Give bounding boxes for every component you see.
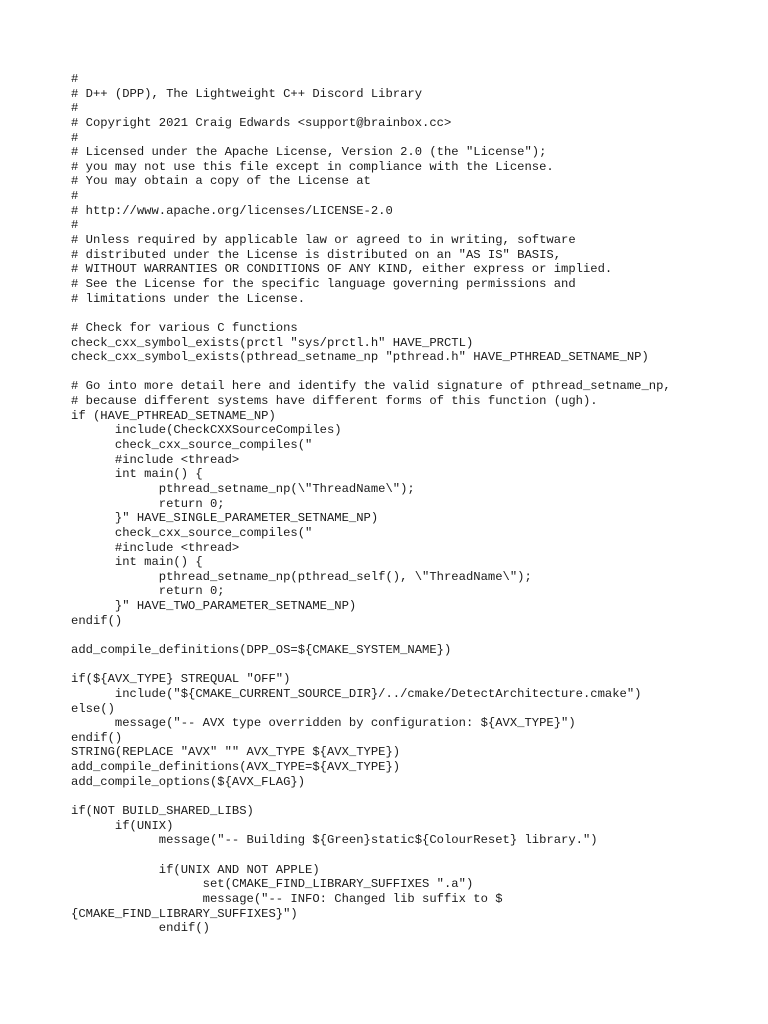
code-line [71,306,768,321]
code-line: {CMAKE_FIND_LIBRARY_SUFFIXES}") [71,906,298,921]
code-line: endif() [71,730,123,745]
code-document [71,72,768,936]
code-line: if(UNIX AND NOT APPLE) [71,862,320,877]
code-line: check_cxx_symbol_exists(prctl "sys/prctl.h" HAVE_PRCTL) [71,335,474,350]
code-line: pthread_setname_np(\"ThreadName\"); [71,481,415,496]
code-line: # because different systems have different forms of this function (ugh). [71,394,598,409]
code-line: #include <thread> [71,452,240,467]
code-line [71,365,768,380]
code-line: pthread_setname_np(pthread_self(), \"ThreadName\"); [71,569,532,584]
code-line: if(NOT BUILD_SHARED_LIBS) [71,804,254,819]
code-line: # Copyright 2021 Craig Edwards <support@brainbox.cc> [71,115,452,130]
code-line: # [71,72,79,86]
code-line [71,658,768,673]
code-line: # Licensed under the Apache License, Version 2.0 (the "License"); [71,145,547,160]
code-line: # distributed under the License is distributed on an "AS IS" BASIS, [71,247,562,262]
code-line: # See the License for the specific language governing permissions and [71,276,576,291]
code-line [71,789,768,804]
code-line: int main() { [71,467,203,482]
code-line: else() [71,701,115,716]
code-line: endif() [71,921,210,936]
code-line: add_compile_options(${AVX_FLAG}) [71,774,306,789]
code-line: add_compile_definitions(DPP_OS=${CMAKE_SYSTEM_NAME}) [71,642,452,657]
code-line: # http://www.apache.org/licenses/LICENSE-2.0 [71,203,393,218]
code-line: # limitations under the License. [71,291,306,306]
code-line: if(${AVX_TYPE} STREQUAL "OFF") [71,672,291,687]
code-line: add_compile_definitions(AVX_TYPE=${AVX_TYPE}) [71,760,401,775]
code-line: set(CMAKE_FIND_LIBRARY_SUFFIXES ".a") [71,877,474,892]
code-line: # WITHOUT WARRANTIES OR CONDITIONS OF ANY KIND, either express or implied. [71,262,613,277]
code-line: int main() { [71,555,203,570]
code-line: if (HAVE_PTHREAD_SETNAME_NP) [71,408,276,423]
code-line: check_cxx_symbol_exists(pthread_setname_np "pthread.h" HAVE_PTHREAD_SETNAME_NP) [71,350,649,365]
code-line: message("-- INFO: Changed lib suffix to $ [71,891,503,906]
code-line [71,628,768,643]
code-line: # [71,218,79,233]
code-line: return 0; [71,584,225,599]
code-line: # you may not use this file except in compliance with the License. [71,159,554,174]
code-line: # You may obtain a copy of the License at [71,174,371,189]
code-line: include("${CMAKE_CURRENT_SOURCE_DIR}/../cmake/DetectArchitecture.cmake") [71,686,642,701]
code-line: # D++ (DPP), The Lightweight C++ Discord Library [71,86,423,101]
code-line: # Unless required by applicable law or agreed to in writing, software [71,233,576,248]
code-line: #include <thread> [71,540,240,555]
code-line: # Go into more detail here and identify the valid signature of pthread_setname_np, [71,379,671,394]
code-line: include(CheckCXXSourceCompiles) [71,423,342,438]
code-line: }" HAVE_SINGLE_PARAMETER_SETNAME_NP) [71,511,379,526]
code-line: message("-- AVX type overridden by configuration: ${AVX_TYPE}") [71,716,576,731]
code-line: if(UNIX) [71,818,174,833]
code-line: }" HAVE_TWO_PARAMETER_SETNAME_NP) [71,599,357,614]
code-line: check_cxx_source_compiles(" [71,438,313,453]
code-line: # [71,101,79,116]
code-line: # Check for various C functions [71,320,298,335]
code-line [71,848,768,863]
code-line: STRING(REPLACE "AVX" "" AVX_TYPE ${AVX_TYPE}) [71,745,401,760]
code-line: endif() [71,613,123,628]
code-line: check_cxx_source_compiles(" [71,525,313,540]
code-line: # [71,130,79,145]
code-line: message("-- Building ${Green}static${ColourReset} library.") [71,833,598,848]
code-line: # [71,189,79,204]
code-line: return 0; [71,496,225,511]
